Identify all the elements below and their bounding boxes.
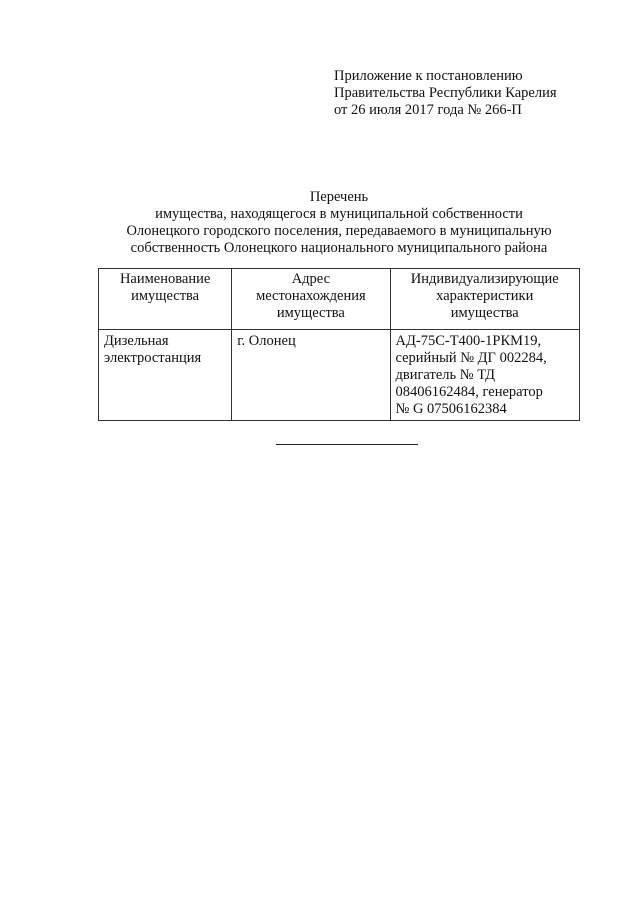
header-name [99,269,232,330]
header-characteristics [390,269,580,330]
header-address [232,269,390,330]
header-address-line: Адрес [291,271,331,287]
cell-name-line: электростанция [104,350,202,366]
property-table [98,268,580,421]
header-characteristics-line: Индивидуализирующие [410,271,559,287]
appendix-line-3: от 26 июля 2017 года № 266-П [334,102,522,118]
header-address-line: имущества [276,305,345,321]
title-line-3: собственность Олонецкого национального муниципального района [130,240,548,256]
header-characteristics-line: характеристики [436,288,534,304]
appendix-line-2: Правительства Республики Карелия [334,85,557,101]
cell-characteristics-line: АД-75С-Т400-1РКМ19, [395,333,542,349]
title-heading: Перечень [309,189,369,205]
cell-characteristics-line: 08406162484, генератор [395,384,543,400]
cell-name-line: Дизельная [104,333,169,349]
cell-name [99,330,232,421]
cell-characteristics-line: № G 07506162384 [395,401,507,417]
appendix-line-1: Приложение к постановлению [334,68,523,84]
header-name-line: имущества [131,288,200,304]
cell-address [232,330,390,421]
header-address-line: местонахождения [256,288,366,304]
document-title [98,189,580,257]
cell-characteristics-line: двигатель № ТД [395,367,496,383]
table-row [99,330,580,421]
table-header-row [99,269,580,330]
title-line-2: Олонецкого городского поселения, передаваемого в муниципальную [126,223,552,239]
cell-characteristics [390,330,580,421]
header-name-line: Наименование [119,271,211,287]
header-characteristics-line: имущества [450,305,519,321]
closing-divider [276,444,418,445]
title-line-1: имущества, находящегося в муниципальной собственности [155,206,523,222]
cell-address-text: г. Олонец [237,333,296,349]
appendix-header [334,68,614,119]
cell-characteristics-line: серийный № ДГ 002284, [395,350,547,366]
